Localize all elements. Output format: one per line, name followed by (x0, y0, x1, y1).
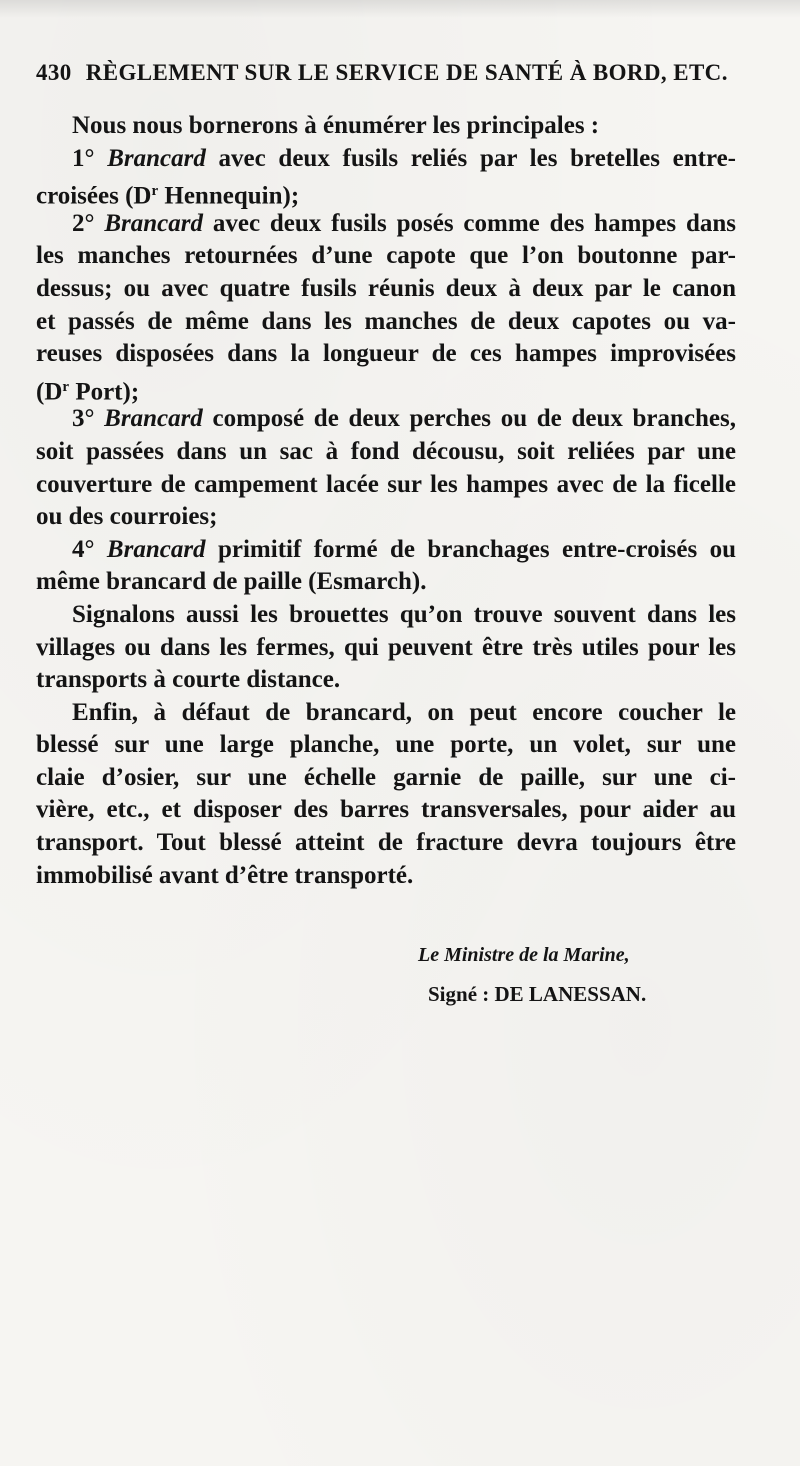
text-line: même brancard de paille (Esmarch). (36, 568, 427, 596)
body-text (36, 110, 736, 892)
text-line: dessus; ou avec quatre fusils réunis deux à deux par le canon (36, 274, 736, 302)
list-number: 2° (72, 209, 95, 237)
text-line: soit passées dans un sac à fond décousu, soit reliées par une (36, 437, 736, 465)
text-line: blessé sur une large planche, une porte, un volet, sur une (36, 731, 736, 759)
text-line: reuses disposées dans la longueur de ces hampes improvisées (36, 340, 736, 368)
line-text: avec deux fusils reliés par les bretelles entre- (218, 144, 737, 172)
line-text: composé de deux perches ou de deux branches, (212, 405, 736, 433)
italic-term: Brancard (106, 535, 206, 563)
text-line: claie d’osier, sur une échelle garnie de paille, sur une ci- (36, 763, 736, 791)
text-line: les manches retournées d’une capote que l’on boutonne par- (36, 242, 736, 270)
text-line: Signalons aussi les brouettes qu’on trouve souvent dans les (72, 600, 736, 628)
line-text: (D (36, 378, 63, 405)
italic-term: Brancard (104, 209, 203, 237)
line-text: primitif formé de branchages entre-croisés ou (217, 535, 737, 563)
list-number: 3° (72, 405, 95, 433)
text-line: villages ou dans les fermes, qui peuvent être très utiles pour les (36, 633, 736, 661)
line-text: Port); (75, 378, 140, 405)
signatory-title: Le Ministre de la Marine, (418, 944, 630, 966)
text-line (36, 175, 736, 208)
text-line: transports à courte distance. (36, 666, 341, 694)
line-text: croisées (D (36, 182, 152, 210)
line-text: Hennequin); (164, 182, 300, 210)
superscript: r (151, 183, 159, 200)
text-line (36, 208, 736, 241)
line-text: avec deux fusils posés comme des hampes dans (212, 209, 737, 237)
text-line: vière, etc., et disposer des barres transversales, pour aider au (36, 796, 736, 824)
running-title: RÈGLEMENT SUR LE SERVICE DE SANTÉ À BORD, ETC. (85, 60, 728, 85)
text-line: Nous nous bornerons à énumérer les principales : (72, 112, 600, 139)
list-number: 1° (72, 144, 95, 172)
italic-term: Brancard (104, 405, 203, 433)
italic-term: Brancard (107, 144, 206, 172)
text-line: immobilisé avant d’être transporté. (36, 861, 414, 889)
list-number: 4° (72, 535, 95, 563)
text-line: couverture de campement lacée sur les hampes avec de la ficelle (36, 470, 736, 498)
text-line: et passés de même dans les manches de deux capotes ou va- (36, 307, 736, 335)
text-line: transport. Tout blessé atteint de fracture devra toujours être (36, 829, 736, 857)
text-line: Enfin, à défaut de brancard, on peut encore coucher le (72, 698, 736, 726)
text-line (36, 403, 736, 436)
page-number: 430 (36, 60, 72, 85)
text-line (36, 371, 736, 404)
text-line: ou des courroies; (36, 503, 218, 531)
superscript: r (62, 378, 70, 395)
signatory-name: Signé : DE LANESSAN. (428, 982, 647, 1006)
text-line (36, 143, 736, 176)
scan-edge-shadow (0, 0, 800, 18)
running-head (36, 60, 756, 94)
text-line (36, 534, 736, 567)
